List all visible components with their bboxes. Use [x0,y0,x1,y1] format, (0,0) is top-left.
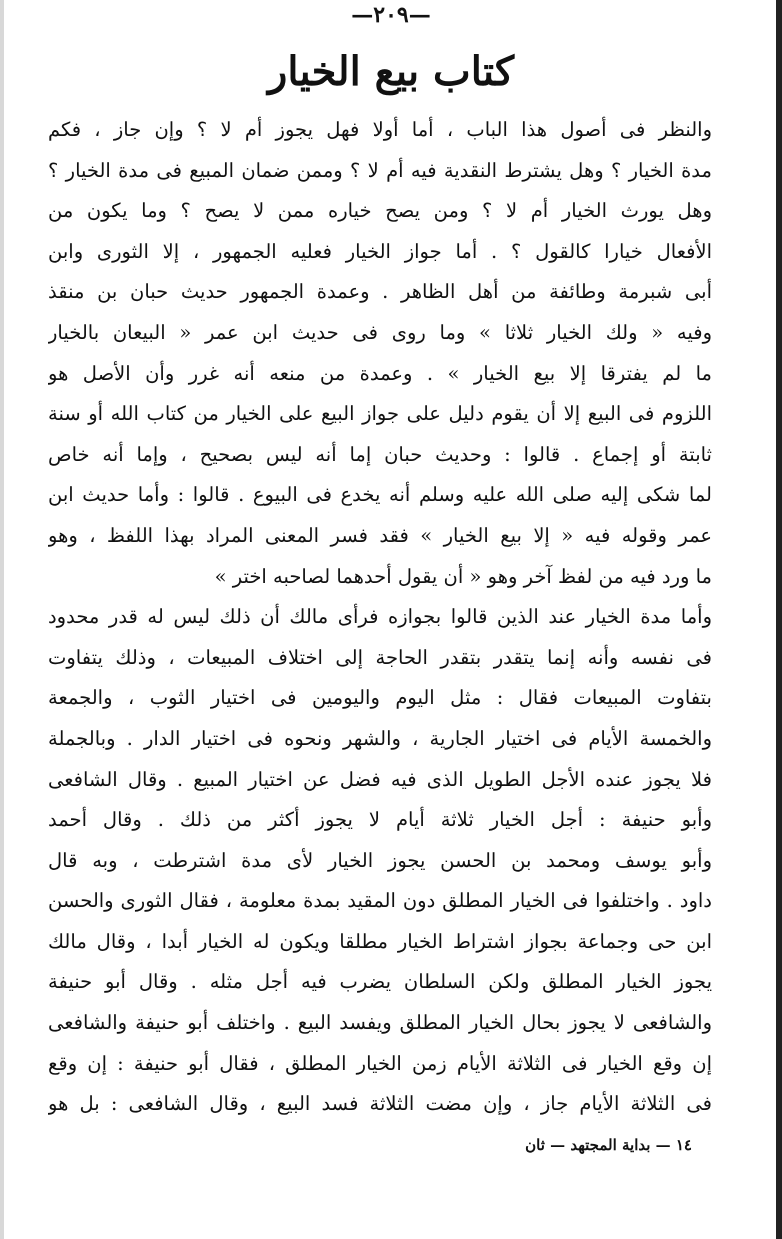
text-line: ابن حى وجماعة بجواز اشتراط الخيار مطلقا ويكون له الخيار أبدا ، وقال مالك [48,929,712,953]
text-line: وهل يورث الخيار أم لا ؟ ومن يصح خياره ممن لا يصح ؟ وما يكون من [48,199,712,223]
text-line: داود . واختلفوا فى الخيار المطلق دون المقيد بمدة معلومة ، فقال الثورى والحسن [48,889,712,913]
text-line: فلا يجوز عنده الأجل الطويل الذى فيه فضل عن اختيار المبيع . وقال الشافعى [48,767,712,791]
chapter-title: كتاب بيع الخيار [268,48,514,95]
text-line: وأما مدة الخيار عند الذين قالوا بجوازه فرأى مالك أن ذلك ليس له قدر محدود [48,605,712,629]
text-line: لما شكى إليه صلى الله عليه وسلم أنه يخدع فى البيوع . قالوا : وأما حديث ابن [48,483,712,507]
text-line: الأفعال خيارا كالقول ؟ . أما جواز الخيار فعليه الجمهور ، إلا الثورى وابن [48,239,712,263]
text-line: والنظر فى أصول هذا الباب ، أما أولا فهل يجوز أم لا ؟ وإن جاز ، فكم [48,118,712,141]
text-line: بتفاوت المبيعات فقال : مثل اليوم واليومين فى اختيار الثوب ، والجمعة [48,686,712,710]
text-line: والشافعى لا يجوز بحال الخيار المطلق ويفسد البيع . واختلف أبو حنيفة والشافعى [48,1011,712,1035]
text-line: والخمسة الأيام فى اختيار الجارية ، والشهر ونحوه فى اختيار الدار . وبالجملة [48,726,712,750]
body-text [48,110,712,1125]
text-line: اللزوم فى البيع إلا أن يقوم دليل على جواز البيع على الخيار من كتاب الله أو سنة [48,402,712,426]
scan-edge [776,0,782,1239]
text-line: أبى شبرمة وطائفة من أهل الظاهر . وعمدة الجمهور حديث حبان بن منقذ [48,280,712,304]
text-line: ما ورد فيه من لفظ آخر وهو « أن يقول أحدهما لصاحبه اختر » [214,564,712,588]
text-line: وفيه « ولك الخيار ثلاثا » وما روى فى حديث ابن عمر « البيعان بالخيار [48,320,712,344]
text-line: ما لم يفترقا إلا بيع الخيار » . وعمدة من منعه أنه غرر وأن الأصل هو [48,361,712,385]
text-line: وأبو حنيفة : أجل الخيار ثلاثة أيام لا يجوز أكثر من ذلك . وقال أحمد [48,808,712,832]
text-line: مدة الخيار ؟ وهل يشترط النقدية فيه أم لا ؟ وممن ضمان المبيع فى مدة الخيار ؟ [48,158,712,182]
page-footer: ١٤ — بداية المجتهد — ثان [525,1136,692,1154]
text-line: إن وقع الخيار فى الثلاثة الأيام زمن الخيار المطلق ، فقال أبو حنيفة : إن وقع [48,1051,712,1075]
text-line: يجوز الخيار المطلق ولكن السلطان يضرب فيه أجل مثله . وقال أبو حنيفة [48,970,712,994]
text-line: فى نفسه وأنه إنما يتقدر بتقدر الحاجة إلى اختلاف المبيعات ، وذلك يتفاوت [48,645,712,669]
text-line: وأبو يوسف ومحمد بن الحسن يجوز الخيار لأى مدة اشترطت ، وبه قال [48,848,712,872]
text-line: عمر وقوله فيه « إلا بيع الخيار » فقد فسر المعنى المراد بهذا اللفظ ، وهو [48,523,712,547]
page-number: —٢٠٩— [351,2,431,28]
page-fold [0,0,4,1239]
text-line: ثابتة أو إجماع . قالوا : وحديث حبان إما أنه ليس بصحيح ، وإما أنه خاص [48,442,712,466]
text-line: فى الثلاثة الأيام جاز ، وإن مضت الثلاثة فسد البيع ، وقال الشافعى : بل هو [48,1092,712,1116]
